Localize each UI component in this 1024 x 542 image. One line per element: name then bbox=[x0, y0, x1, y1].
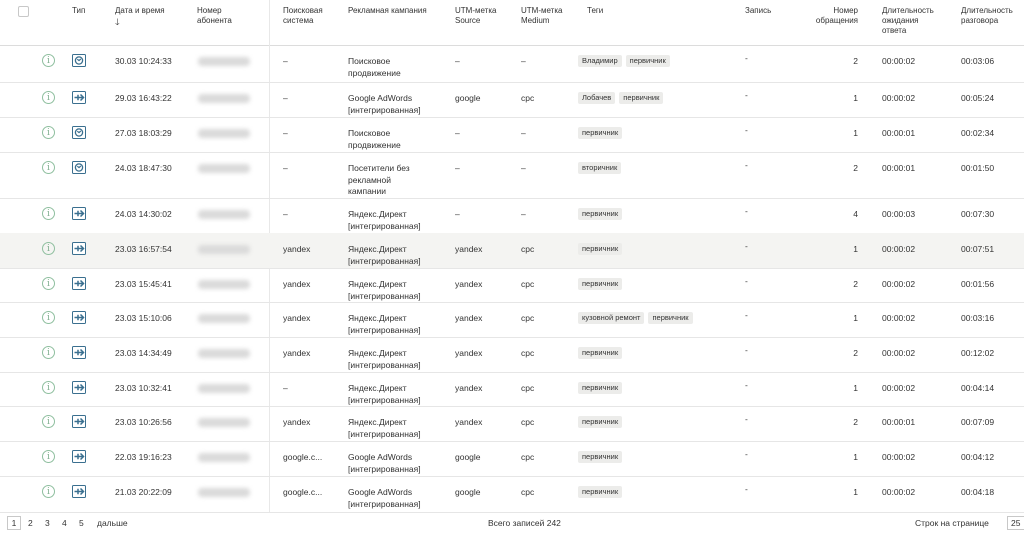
subscriber-number-redacted bbox=[198, 349, 250, 358]
header-datetime-label: Дата и время bbox=[115, 6, 165, 15]
cell-wait-duration: 00:00:02 bbox=[882, 244, 916, 254]
cell-wait-duration: 00:00:02 bbox=[882, 279, 916, 289]
page-link-5[interactable]: 5 bbox=[79, 518, 84, 528]
cell-utm-medium: cpc bbox=[521, 244, 535, 254]
cell-campaign: Яндекс.Директ [интегрированная] bbox=[348, 279, 421, 301]
cell-tags bbox=[578, 312, 697, 324]
header-subscriber[interactable]: Номер абонента bbox=[197, 6, 232, 25]
tag-badge[interactable]: Лобачев bbox=[578, 92, 615, 104]
info-icon[interactable]: i bbox=[42, 54, 55, 67]
subscriber-number-redacted bbox=[198, 129, 250, 138]
cell-record: - bbox=[745, 380, 748, 390]
cell-search-system: yandex bbox=[283, 279, 311, 289]
table-row[interactable] bbox=[0, 82, 1024, 118]
cell-datetime: 23.03 15:10:06 bbox=[115, 313, 172, 323]
cell-search-system: – bbox=[283, 93, 288, 103]
cell-tags bbox=[578, 55, 674, 67]
cell-search-system: yandex bbox=[283, 313, 311, 323]
cell-campaign: Яндекс.Директ [интегрированная] bbox=[348, 313, 421, 335]
subscriber-number-redacted bbox=[198, 245, 250, 254]
table-row[interactable] bbox=[0, 476, 1024, 513]
sort-arrow-down-icon: 🡓 bbox=[115, 17, 120, 27]
info-icon[interactable]: i bbox=[42, 450, 55, 463]
cell-tags bbox=[578, 486, 626, 498]
cell-datetime: 27.03 18:03:29 bbox=[115, 128, 172, 138]
tag-badge[interactable]: вторичник bbox=[578, 162, 621, 174]
subscriber-number-redacted bbox=[198, 94, 250, 103]
cell-utm-medium: cpc bbox=[521, 487, 535, 497]
cell-campaign: Яндекс.Директ [интегрированная] bbox=[348, 244, 421, 266]
cell-datetime: 21.03 20:22:09 bbox=[115, 487, 172, 497]
cell-campaign: Google AdWords [интегрированная] bbox=[348, 93, 421, 115]
cell-search-system: – bbox=[283, 163, 288, 173]
cell-utm-source: yandex bbox=[455, 417, 483, 427]
cell-record: - bbox=[745, 414, 748, 424]
cell-campaign: Поисковое продвижение bbox=[348, 128, 401, 150]
cell-call-number: 1 bbox=[853, 383, 858, 393]
cell-call-number: 1 bbox=[853, 487, 858, 497]
info-icon[interactable]: i bbox=[42, 415, 55, 428]
header-datetime[interactable] bbox=[115, 6, 165, 27]
tag-badge[interactable]: первичник bbox=[578, 208, 622, 220]
info-icon[interactable]: i bbox=[42, 242, 55, 255]
header-utm-source[interactable]: UTM-метка Source bbox=[455, 6, 497, 25]
outgoing-call-icon bbox=[72, 207, 86, 220]
tag-badge[interactable]: первичник bbox=[578, 486, 622, 498]
cell-talk-duration: 00:07:51 bbox=[961, 244, 995, 254]
info-icon[interactable]: i bbox=[42, 485, 55, 498]
cell-wait-duration: 00:00:02 bbox=[882, 452, 916, 462]
cell-tags bbox=[578, 347, 626, 359]
cell-call-number: 1 bbox=[853, 93, 858, 103]
cell-talk-duration: 00:03:06 bbox=[961, 56, 995, 66]
cell-utm-source: yandex bbox=[455, 383, 483, 393]
cell-record: - bbox=[745, 241, 748, 251]
cell-utm-source: – bbox=[455, 56, 460, 66]
cell-utm-medium: cpc bbox=[521, 452, 535, 462]
info-icon[interactable]: i bbox=[42, 311, 55, 324]
table-row[interactable] bbox=[0, 372, 1024, 407]
subscriber-number-redacted bbox=[198, 164, 250, 173]
cell-record: - bbox=[745, 125, 748, 135]
table-header bbox=[0, 0, 1024, 46]
header-search-system[interactable]: Поисковая система bbox=[283, 6, 323, 25]
cell-campaign: Поисковое продвижение bbox=[348, 56, 401, 78]
cell-utm-medium: – bbox=[521, 128, 526, 138]
cell-talk-duration: 00:04:14 bbox=[961, 383, 995, 393]
cell-utm-medium: cpc bbox=[521, 93, 535, 103]
cell-datetime: 23.03 14:34:49 bbox=[115, 348, 172, 358]
info-icon[interactable]: i bbox=[42, 207, 55, 220]
cell-talk-duration: 00:04:18 bbox=[961, 487, 995, 497]
cell-utm-medium: – bbox=[521, 209, 526, 219]
header-record[interactable]: Запись bbox=[745, 6, 772, 15]
cell-talk-duration: 00:04:12 bbox=[961, 452, 995, 462]
table-row[interactable] bbox=[0, 45, 1024, 83]
next-page-link[interactable]: дальше bbox=[97, 518, 128, 528]
cell-call-number: 2 bbox=[853, 279, 858, 289]
cell-talk-duration: 00:05:24 bbox=[961, 93, 995, 103]
cell-datetime: 23.03 15:45:41 bbox=[115, 279, 172, 289]
cell-campaign: Google AdWords [интегрированная] bbox=[348, 487, 421, 509]
select-all-checkbox[interactable] bbox=[18, 6, 29, 17]
cell-record: - bbox=[745, 53, 748, 63]
cell-search-system: – bbox=[283, 128, 288, 138]
table-row[interactable] bbox=[0, 233, 1024, 269]
cell-datetime: 23.03 10:26:56 bbox=[115, 417, 172, 427]
tag-badge[interactable]: первичник bbox=[578, 243, 622, 255]
outgoing-call-icon bbox=[72, 450, 86, 463]
cell-call-number: 1 bbox=[853, 128, 858, 138]
cell-campaign: Google AdWords [интегрированная] bbox=[348, 452, 421, 474]
cell-talk-duration: 00:01:56 bbox=[961, 279, 995, 289]
cell-call-number: 2 bbox=[853, 417, 858, 427]
tag-badge[interactable]: первичник bbox=[578, 416, 622, 428]
rows-per-page-label: Строк на странице bbox=[915, 518, 989, 528]
tag-badge[interactable]: Владимир bbox=[578, 55, 622, 67]
cell-wait-duration: 00:00:01 bbox=[882, 163, 916, 173]
cell-wait-duration: 00:00:02 bbox=[882, 93, 916, 103]
info-icon[interactable]: i bbox=[42, 91, 55, 104]
cell-wait-duration: 00:00:02 bbox=[882, 56, 916, 66]
cell-utm-medium: cpc bbox=[521, 279, 535, 289]
rows-per-page-select[interactable]: 25 bbox=[1007, 516, 1024, 530]
cell-utm-source: yandex bbox=[455, 313, 483, 323]
cell-search-system: google.c... bbox=[283, 452, 323, 462]
cell-tags bbox=[578, 127, 626, 139]
cell-campaign: Яндекс.Директ [интегрированная] bbox=[348, 417, 421, 439]
outgoing-call-icon bbox=[72, 242, 86, 255]
header-tags[interactable]: Теги bbox=[587, 6, 604, 15]
cell-tags bbox=[578, 243, 626, 255]
cell-datetime: 22.03 19:16:23 bbox=[115, 452, 172, 462]
table-row[interactable] bbox=[0, 302, 1024, 338]
tag-badge[interactable]: первичник bbox=[578, 347, 622, 359]
outgoing-call-icon bbox=[72, 277, 86, 290]
header-talk-duration[interactable]: Длительность разговора bbox=[961, 6, 1013, 25]
cell-record: - bbox=[745, 484, 748, 494]
header-type[interactable]: Тип bbox=[72, 6, 86, 15]
cell-campaign: Яндекс.Директ [интегрированная] bbox=[348, 383, 421, 405]
cell-record: - bbox=[745, 310, 748, 320]
cell-tags bbox=[578, 208, 626, 220]
cell-call-number: 1 bbox=[853, 452, 858, 462]
subscriber-number-redacted bbox=[198, 210, 250, 219]
incoming-call-icon bbox=[72, 54, 86, 67]
info-icon[interactable]: i bbox=[42, 277, 55, 290]
cell-wait-duration: 00:00:02 bbox=[882, 487, 916, 497]
cell-wait-duration: 00:00:01 bbox=[882, 128, 916, 138]
cell-talk-duration: 00:02:34 bbox=[961, 128, 995, 138]
subscriber-number-redacted bbox=[198, 57, 250, 66]
subscriber-number-redacted bbox=[198, 384, 250, 393]
cell-record: - bbox=[745, 160, 748, 170]
tag-badge[interactable]: первичник bbox=[578, 127, 622, 139]
table-row[interactable] bbox=[0, 406, 1024, 442]
cell-utm-medium: cpc bbox=[521, 383, 535, 393]
table-row[interactable] bbox=[0, 198, 1024, 234]
cell-tags bbox=[578, 382, 626, 394]
outgoing-call-icon bbox=[72, 485, 86, 498]
cell-datetime: 23.03 10:32:41 bbox=[115, 383, 172, 393]
cell-campaign: Посетители без рекламной кампании bbox=[348, 163, 410, 196]
cell-record: - bbox=[745, 449, 748, 459]
cell-record: - bbox=[745, 206, 748, 216]
cell-talk-duration: 00:07:30 bbox=[961, 209, 995, 219]
cell-talk-duration: 00:07:09 bbox=[961, 417, 995, 427]
cell-utm-medium: – bbox=[521, 56, 526, 66]
cell-call-number: 2 bbox=[853, 56, 858, 66]
info-icon[interactable]: i bbox=[42, 381, 55, 394]
info-icon[interactable]: i bbox=[42, 126, 55, 139]
cell-wait-duration: 00:00:02 bbox=[882, 383, 916, 393]
cell-tags bbox=[578, 278, 626, 290]
cell-call-number: 1 bbox=[853, 313, 858, 323]
table-row[interactable] bbox=[0, 441, 1024, 477]
subscriber-number-redacted bbox=[198, 453, 250, 462]
table-footer bbox=[0, 512, 1024, 542]
cell-call-number: 4 bbox=[853, 209, 858, 219]
cell-utm-source: yandex bbox=[455, 348, 483, 358]
subscriber-number-redacted bbox=[198, 280, 250, 289]
outgoing-call-icon bbox=[72, 381, 86, 394]
outgoing-call-icon bbox=[72, 346, 86, 359]
cell-tags bbox=[578, 416, 626, 428]
cell-utm-medium: cpc bbox=[521, 348, 535, 358]
cell-datetime: 29.03 16:43:22 bbox=[115, 93, 172, 103]
tag-badge[interactable]: первичник bbox=[648, 312, 692, 324]
page-link-1[interactable]: 1 bbox=[7, 516, 21, 530]
tag-badge[interactable]: первичник bbox=[578, 382, 622, 394]
table-row[interactable] bbox=[0, 117, 1024, 153]
table-row[interactable] bbox=[0, 268, 1024, 303]
cell-search-system: yandex bbox=[283, 244, 311, 254]
cell-datetime: 30.03 10:24:33 bbox=[115, 56, 172, 66]
cell-search-system: google.c... bbox=[283, 487, 323, 497]
cell-utm-source: google bbox=[455, 93, 481, 103]
subscriber-number-redacted bbox=[198, 314, 250, 323]
cell-utm-source: google bbox=[455, 487, 481, 497]
cell-utm-source: – bbox=[455, 209, 460, 219]
cell-wait-duration: 00:00:03 bbox=[882, 209, 916, 219]
cell-search-system: – bbox=[283, 56, 288, 66]
header-campaign[interactable]: Рекламная кампания bbox=[348, 6, 427, 15]
cell-search-system: yandex bbox=[283, 417, 311, 427]
outgoing-call-icon bbox=[72, 311, 86, 324]
header-wait-duration[interactable]: Длительность ожидания ответа bbox=[882, 6, 934, 35]
cell-datetime: 24.03 18:47:30 bbox=[115, 163, 172, 173]
cell-tags bbox=[578, 162, 625, 174]
info-icon[interactable]: i bbox=[42, 346, 55, 359]
cell-record: - bbox=[745, 345, 748, 355]
cell-datetime: 23.03 16:57:54 bbox=[115, 244, 172, 254]
page-link-2[interactable]: 2 bbox=[28, 518, 33, 528]
info-icon[interactable]: i bbox=[42, 161, 55, 174]
cell-call-number: 2 bbox=[853, 348, 858, 358]
cell-search-system: – bbox=[283, 209, 288, 219]
cell-utm-source: google bbox=[455, 452, 481, 462]
cell-record: - bbox=[745, 90, 748, 100]
header-utm-medium[interactable]: UTM-метка Medium bbox=[521, 6, 563, 25]
cell-utm-source: yandex bbox=[455, 279, 483, 289]
cell-wait-duration: 00:00:01 bbox=[882, 417, 916, 427]
cell-campaign: Яндекс.Директ [интегрированная] bbox=[348, 348, 421, 370]
table-row[interactable] bbox=[0, 337, 1024, 373]
cell-talk-duration: 00:03:16 bbox=[961, 313, 995, 323]
cell-wait-duration: 00:00:02 bbox=[882, 348, 916, 358]
cell-tags bbox=[578, 92, 667, 104]
table-row[interactable] bbox=[0, 152, 1024, 199]
tag-badge[interactable]: первичник bbox=[578, 451, 622, 463]
tag-badge[interactable]: первичник bbox=[578, 278, 622, 290]
total-records: Всего записей 242 bbox=[488, 518, 561, 528]
cell-utm-source: – bbox=[455, 163, 460, 173]
cell-call-number: 1 bbox=[853, 244, 858, 254]
cell-tags bbox=[578, 451, 626, 463]
cell-utm-medium: – bbox=[521, 163, 526, 173]
cell-search-system: yandex bbox=[283, 348, 311, 358]
cell-call-number: 2 bbox=[853, 163, 858, 173]
header-call-number[interactable]: Номер обращения bbox=[815, 6, 858, 25]
cell-wait-duration: 00:00:02 bbox=[882, 313, 916, 323]
incoming-call-icon bbox=[72, 126, 86, 139]
cell-datetime: 24.03 14:30:02 bbox=[115, 209, 172, 219]
subscriber-number-redacted bbox=[198, 418, 250, 427]
cell-search-system: – bbox=[283, 383, 288, 393]
cell-utm-source: – bbox=[455, 128, 460, 138]
tag-badge[interactable]: первичник bbox=[619, 92, 663, 104]
page-link-3[interactable]: 3 bbox=[45, 518, 50, 528]
cell-campaign: Яндекс.Директ [интегрированная] bbox=[348, 209, 421, 231]
incoming-call-icon bbox=[72, 161, 86, 174]
cell-talk-duration: 00:12:02 bbox=[961, 348, 995, 358]
outgoing-call-icon bbox=[72, 415, 86, 428]
cell-utm-source: yandex bbox=[455, 244, 483, 254]
cell-utm-medium: cpc bbox=[521, 313, 535, 323]
tag-badge[interactable]: кузовной ремонт bbox=[578, 312, 644, 324]
cell-utm-medium: cpc bbox=[521, 417, 535, 427]
cell-record: - bbox=[745, 276, 748, 286]
subscriber-number-redacted bbox=[198, 488, 250, 497]
page-link-4[interactable]: 4 bbox=[62, 518, 67, 528]
cell-talk-duration: 00:01:50 bbox=[961, 163, 995, 173]
tag-badge[interactable]: первичник bbox=[626, 55, 670, 67]
outgoing-call-icon bbox=[72, 91, 86, 104]
